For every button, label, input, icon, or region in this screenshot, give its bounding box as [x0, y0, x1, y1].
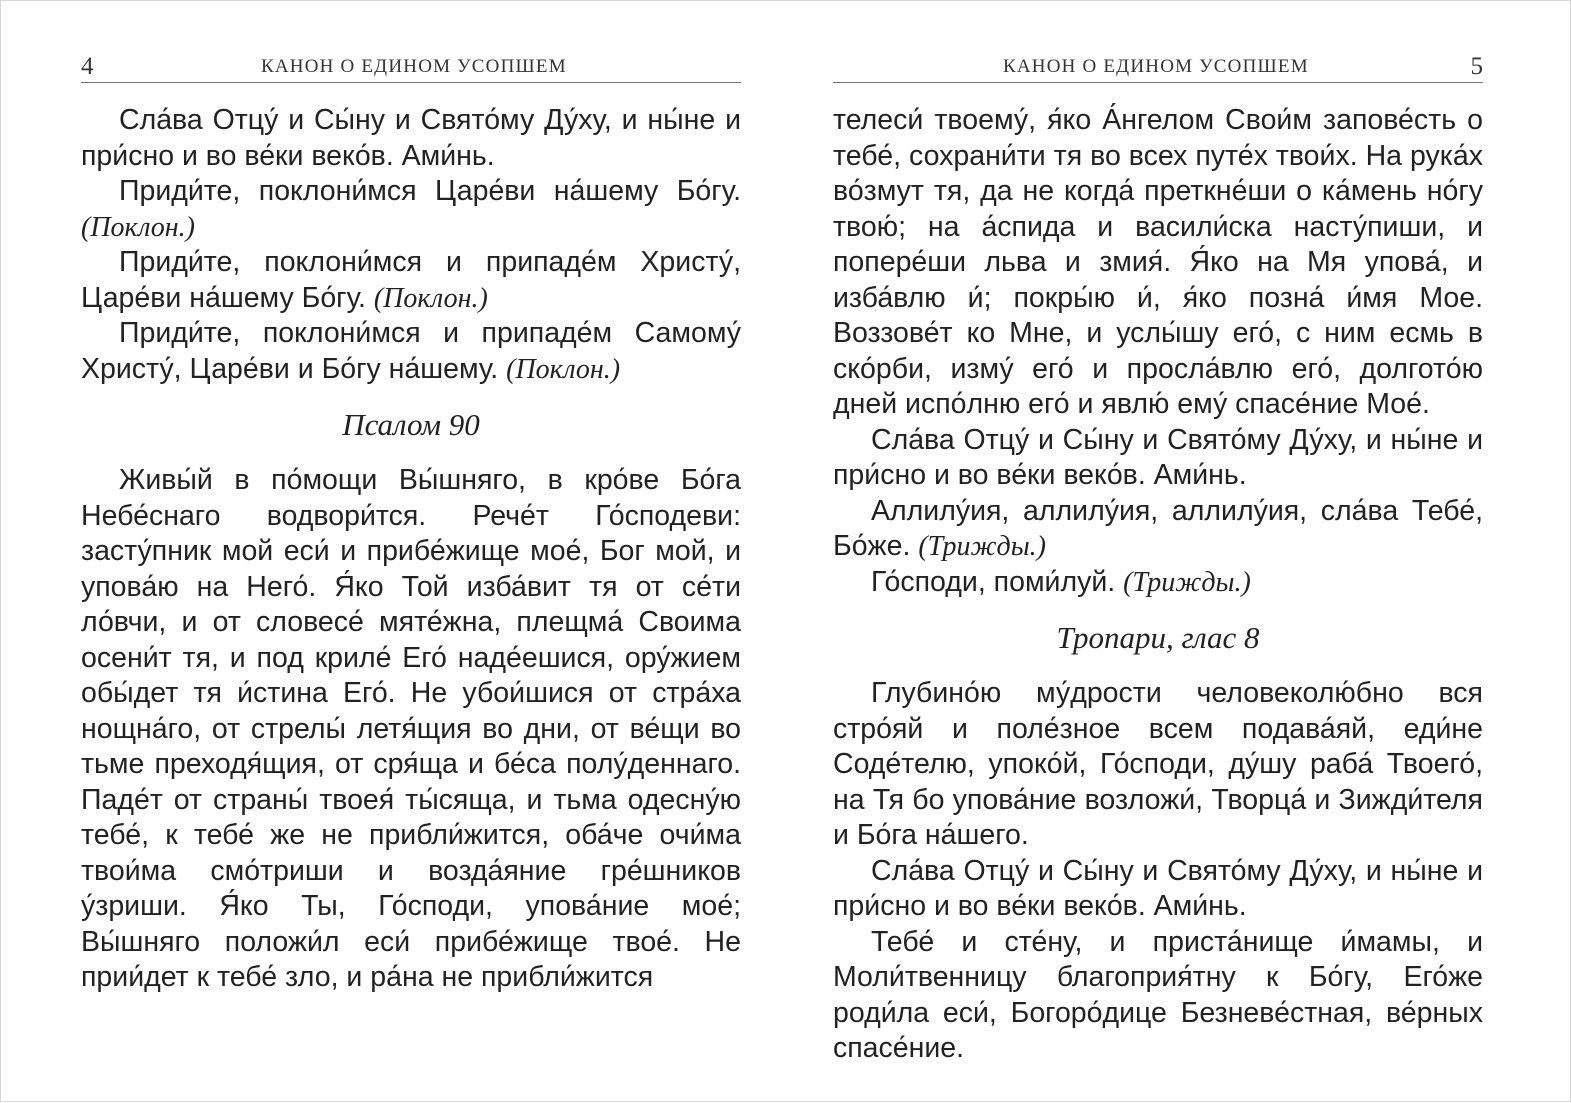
troparion-paragraph: Глубино́ю му́дрости человеколю́бно вся стро́яй и поле́зное всем подава́яй, еди́не Соде́телю, упоко́й, Го́споди, ду́шу раба́ Твоего́, на Тя бо упова́ние возложи́, Творца́ и Зижди́теля и Бо́га на́шего. [833, 677, 1483, 851]
rubric: (Поклон.) [81, 211, 195, 243]
psalm-continuation: телеси́ твоему́, я́ко А́нгелом Свои́м запове́сть о тебе́, сохрани́ти тя во всех путе́х твои́х. На рука́х во́змут тя, да не когда́ преткне́ши о ка́мень но́гу твою́; на а́спида и васили́ска насту́пиши, и попере́ши льва и змия́. Я́ко на Мя упова́, и изба́влю и́; покры́ю и́, я́ко позна́ и́мя Мое. Воззове́т ко Мне, и услы́шу его́, с ним есмь в ско́рби, изму́ его́ и просла́влю его́, долгото́ю дней испо́лню его́ и явлю́ ему́ спасе́ние Мое́. [833, 104, 1483, 420]
paragraph: Приди́те, поклони́мся и припаде́м Христу́, Царе́ви на́шему Бо́гу. (Поклон.) [81, 246, 741, 314]
right-running-head-title: КАНОН О ЕДИНОМ УСОПШЕМ [1003, 56, 1309, 77]
section-heading: Тропари, глас 8 [1056, 620, 1260, 655]
left-page-text [81, 103, 741, 996]
paragraph: Сла́ва Отцу́ и Сы́ну и Свято́му Ду́ху, и ны́не и при́сно и во ве́ки веко́в. Ами́нь. [81, 104, 741, 172]
psalm-paragraph: Живы́й в по́мощи Вы́шняго, в кро́ве Бо́га Небе́снаго водвори́тся. Рече́т Го́сподеви: засту́пник мой еси́ и прибе́жище мое́, Бог мой, и упова́ю на Него́. Я́ко Той изба́вит тя от се́ти ло́вчи, и от словесе́ мяте́жна, плещма́ Своима осени́т тя, и под криле́ Его́ наде́ешися, ору́жием обы́дет тя и́стина Его́. Не убои́шися от стра́ха нощна́го, от стрелы́ летя́щия во дни, от ве́щи во тьме преходя́щия, от сря́ща и бе́са полу́деннаго. Паде́т от страны́ твоея́ ты́сяща, и тьма одесну́ю тебе́, к тебе́ же не прибли́жится, оба́че очи́ма твои́ма смо́триши и возда́яние гре́шников у́зриши. Я́ко Ты, Го́споди, упова́ние мое́; Вы́шняго положи́л еси́ прибе́жище твое́. Не прии́дет к тебе́ зло, и ра́на не прибли́жится [81, 464, 741, 993]
rubric: (Поклон.) [506, 353, 621, 385]
right-page-text [833, 103, 1483, 1067]
rubric: (Трижды.) [1123, 566, 1251, 598]
left-page-number: 4 [81, 53, 94, 80]
paragraph: Тебе́ и сте́ну, и приста́нище и́мамы, и Моли́твенницу благоприя́тну к Бо́гу, Его́же роди́ла еси́, Богоро́дице Безневе́стная, ве́рных спасе́ние. [833, 925, 1483, 1064]
paragraph: Приди́те, поклони́мся и припаде́м Самому́ Христу́, Царе́ви и Бо́гу на́шему. (Поклон.) [81, 317, 741, 385]
paragraph: Аллилу́ия, аллилу́ия, аллилу́ия, сла́ва Тебе́, Бо́же. (Трижды.) [833, 494, 1483, 562]
left-page [81, 1, 741, 1103]
paragraph: Сла́ва Отцу́ и Сы́ну и Свято́му Ду́ху, и ны́не и при́сно и во ве́ки веко́в. Ами́нь. [833, 854, 1483, 922]
right-running-head [833, 1, 1483, 83]
rubric: (Трижды.) [918, 531, 1047, 562]
right-page [833, 1, 1483, 1103]
section-heading: Псалом 90 [342, 407, 480, 442]
left-running-head-title: КАНОН О ЕДИНОМ УСОПШЕМ [261, 56, 567, 77]
paragraph: Приди́те, поклони́мся Царе́ви на́шему Бо́гу. (Поклон.) [81, 175, 741, 243]
paragraph: Сла́ва Отцу́ и Сы́ну и Свято́му Ду́ху, и ны́не и при́сно и во ве́ки веко́в. Ами́нь. [833, 423, 1483, 491]
right-page-number: 5 [1470, 53, 1483, 80]
paragraph: Го́споди, поми́луй. (Трижды.) [871, 565, 1251, 598]
rubric: (Поклон.) [373, 282, 488, 314]
left-running-head [81, 1, 741, 83]
